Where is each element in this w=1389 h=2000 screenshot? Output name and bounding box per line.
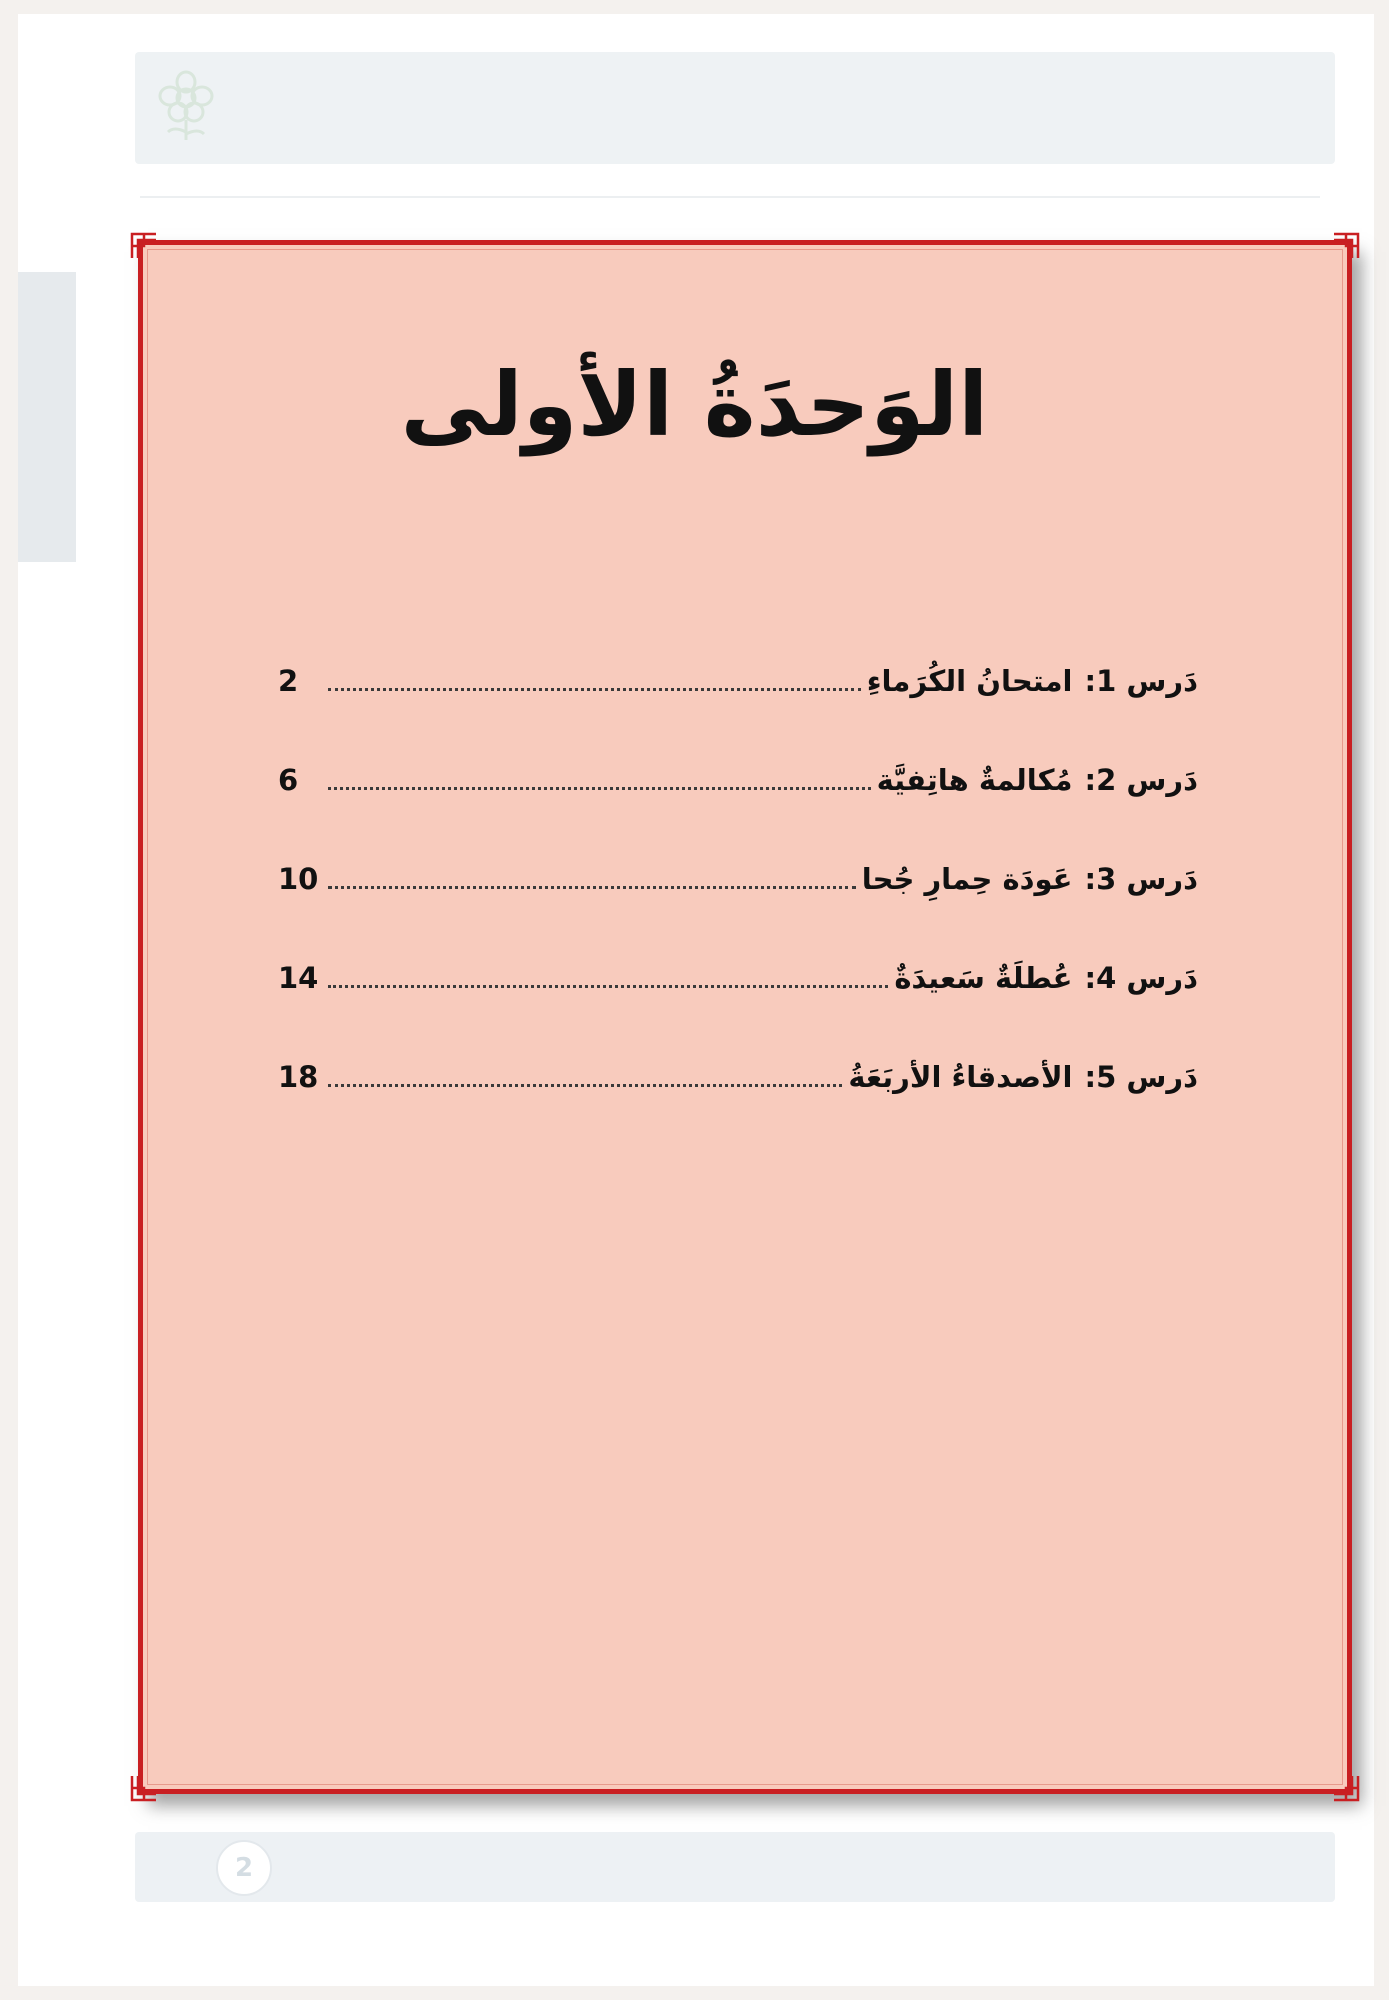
- lesson-page: 18: [278, 1060, 319, 1094]
- lesson-label: دَرس 2:: [1084, 763, 1198, 797]
- lesson-row[interactable]: [278, 1060, 1198, 1159]
- lesson-label: دَرس 1:: [1084, 664, 1198, 698]
- background-page-number: 2: [216, 1840, 272, 1896]
- lesson-page: 2: [278, 664, 299, 698]
- lesson-title: الأصدقاءُ الأربَعَةُ: [848, 1060, 1073, 1094]
- leader-dots: [328, 985, 888, 988]
- lesson-row[interactable]: [278, 763, 1198, 862]
- corner-ornament-icon: [1331, 231, 1361, 261]
- flower-icon: [148, 68, 224, 144]
- corner-ornament-icon: [129, 1773, 159, 1803]
- leader-dots: [328, 787, 871, 790]
- background-footer-band: [135, 1832, 1335, 1902]
- background-header-band: [135, 52, 1335, 164]
- lesson-row[interactable]: [278, 961, 1198, 1060]
- background-rule: [140, 196, 1320, 198]
- leader-dots: [328, 886, 855, 889]
- leader-dots: [328, 688, 861, 691]
- lesson-title: امتحانُ الكُرَماءِ: [866, 664, 1073, 698]
- leader-dots: [328, 1084, 842, 1087]
- lesson-title: عَودَة حِمارِ جُحا: [861, 862, 1073, 896]
- unit-title: الوَحدَةُ الأولى: [400, 353, 989, 456]
- lesson-label: دَرس 5:: [1084, 1060, 1198, 1094]
- corner-ornament-icon: [1331, 1773, 1361, 1803]
- lesson-title: عُطلَةٌ سَعيدَةٌ: [894, 961, 1073, 995]
- lesson-row[interactable]: [278, 862, 1198, 961]
- corner-ornament-icon: [129, 231, 159, 261]
- lesson-row[interactable]: [278, 664, 1198, 763]
- lesson-label: دَرس 4:: [1084, 961, 1198, 995]
- lesson-title: مُكالمةٌ هاتِفيَّة: [876, 763, 1073, 797]
- lesson-page: 10: [278, 862, 319, 896]
- lesson-list: [278, 664, 1198, 1159]
- lesson-page: 14: [278, 961, 319, 995]
- lesson-page: 6: [278, 763, 299, 797]
- lesson-label: دَرس 3:: [1084, 862, 1198, 896]
